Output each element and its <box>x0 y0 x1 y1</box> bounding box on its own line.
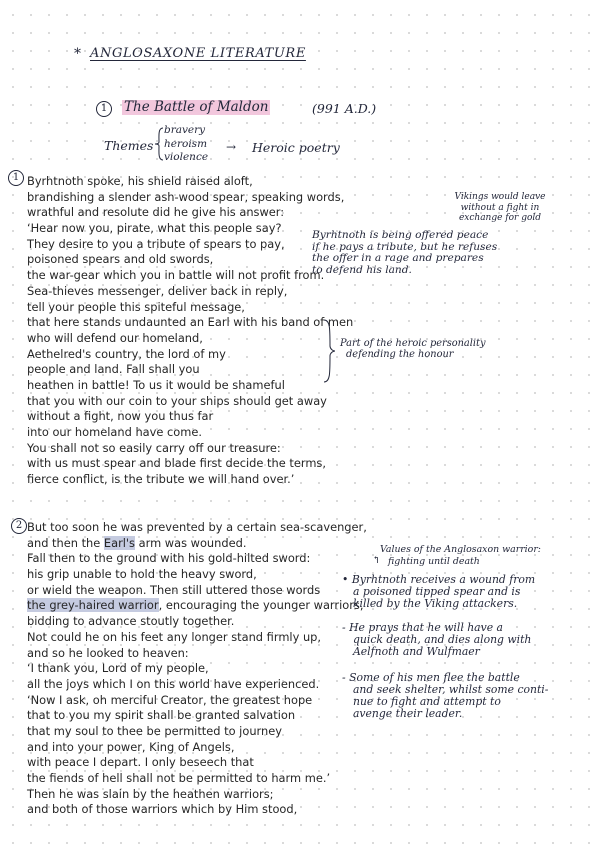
poem-line: who will defend our homeland, <box>27 330 203 345</box>
note-warrior-values: Values of the Anglosaxon warrior: <box>380 544 541 555</box>
line-text: and both of those warriors which by Him stood, <box>27 802 298 817</box>
poem-line: Byrhtnoth spoke, his shield raised aloft, <box>27 174 253 188</box>
poem-line: tell your people this spiteful message, <box>27 299 245 314</box>
line-text: Fall then to the ground with his gold-hilted sword: <box>27 551 311 566</box>
section-title: The Battle of Maldon <box>124 99 269 115</box>
note-line: nue to fight and attempt to <box>353 695 501 708</box>
poem-line: Sea-thieves messenger, deliver back in reply, <box>27 283 288 298</box>
note-line: Aelfnoth and Wulfmaer <box>353 645 480 658</box>
poem-line <box>27 520 367 536</box>
note-line: to defend his land. <box>312 263 412 276</box>
poem-line <box>27 787 367 803</box>
note-bullet-3 <box>342 672 548 720</box>
arrow-icon: → <box>226 140 237 154</box>
poem-line: ‘Hear now you, pirate, what this people say? <box>27 221 282 236</box>
line-text: that my soul to thee be permitted to journey <box>27 723 282 738</box>
themes-brace <box>154 126 164 162</box>
poem-line <box>27 536 367 552</box>
line-text: , encouraging the younger warriors, <box>158 598 364 613</box>
note-line: - He prays that he will have a <box>342 621 503 634</box>
themes-label: Themes <box>104 138 154 153</box>
poem-line: the war-gear which you in battle will not profit from. <box>27 268 325 283</box>
note-line: a poisoned tipped spear and is <box>353 585 521 598</box>
poem-line: into our homeland have come. <box>27 425 202 439</box>
note-fighting: fighting until death <box>388 556 480 567</box>
poem-line <box>27 567 367 583</box>
title-star: * <box>74 46 81 62</box>
poem-line <box>27 802 367 818</box>
page-title: ANGLOSAXONE LITERATURE <box>90 46 306 61</box>
line-text: But too soon he was prevented by a certain sea-scavenger, <box>27 520 367 534</box>
poem-line <box>27 740 367 756</box>
note-line: killed by the Viking attackers. <box>353 597 518 610</box>
poem-line: heathen in battle! To us it would be shameful <box>27 377 285 392</box>
poem-line: They desire to you a tribute of spears to pay, <box>27 236 285 251</box>
note-bullet-1 <box>342 574 535 610</box>
poem-line <box>27 677 367 693</box>
line-text: or wield the weapon. Then still uttered those words <box>27 582 321 597</box>
note-line: if he pays a tribute, but he refuses <box>312 240 498 253</box>
section-date: (991 A.D.) <box>312 101 377 116</box>
note-text: He prays that he will have a <box>349 621 503 634</box>
note-vikings: Vikings would leave without a fight in exchange for gold <box>454 192 546 223</box>
line-text: his grip unable to hold the heavy sword, <box>27 567 257 582</box>
line-text: and so he looked to heaven: <box>27 645 189 660</box>
poem-line: Aethelred's country, the lord of my <box>27 346 226 361</box>
line-text: arm was wounded. <box>135 535 247 550</box>
poem-line <box>27 755 367 771</box>
note-line: - Some of his men flee the battle <box>342 671 520 684</box>
theme-violence: violence <box>164 151 209 163</box>
line-text: with peace I depart. I only beseech that <box>27 755 254 770</box>
note-line: defending the honour <box>346 349 454 360</box>
note-fighting-arrow-icon: ↰ <box>372 555 381 566</box>
note-line: and seek shelter, whilst some conti- <box>353 683 549 696</box>
poem-line <box>27 583 367 599</box>
note-line: Byrhtnoth is being offered peace <box>312 229 489 241</box>
poem-line <box>27 708 367 724</box>
stanza-number: 1 <box>8 170 24 186</box>
note-text: Some of his men flee the battle <box>349 671 520 684</box>
poem-stanza-2 <box>27 520 367 818</box>
note-brace <box>322 318 336 384</box>
line-text: and then the <box>27 535 104 550</box>
poem-line <box>27 646 367 662</box>
poem-line <box>27 614 367 630</box>
poem-line: that here stands undaunted an Earl with his band of men <box>27 315 354 330</box>
note-line: avenge their leader. <box>353 707 463 720</box>
note-peace-offer <box>312 230 497 276</box>
theme-bravery: bravery <box>164 124 206 136</box>
line-text: that to you my spirit shall be granted salvation <box>27 708 296 723</box>
poem-line: poisoned spears and old swords, <box>27 252 214 267</box>
line-text: bidding to advance stoutly together. <box>27 614 235 629</box>
line-text: ‘Now I ask, oh merciful Creator, the greatest hope <box>27 692 313 707</box>
note-bullet-2 <box>342 622 531 658</box>
stanza-number: 2 <box>11 518 27 534</box>
section-number: 1 <box>96 101 112 117</box>
poem-line: fierce conflict, is the tribute we will hand over.’ <box>27 472 295 487</box>
poem-line: with us must spear and blade first decide the terms, <box>27 456 326 471</box>
poem-line <box>27 661 367 677</box>
line-text: Not could he on his feet any longer stand firmly up, <box>27 629 322 644</box>
line-text: Then he was slain by the heathen warriors; <box>27 786 274 801</box>
line-text: ‘I thank you, Lord of my people, <box>27 661 209 676</box>
poem-line <box>27 724 367 740</box>
poem-line: people and land. Fall shall you <box>27 362 200 377</box>
poem-line: brandishing a slender ash-wood spear, speaking words, <box>27 189 345 204</box>
poem-line <box>27 771 367 787</box>
themes-result: Heroic poetry <box>252 140 340 155</box>
poem-line: without a fight, now you thus far <box>27 409 214 424</box>
note-text: Byrhtnoth receives a wound from <box>351 573 536 586</box>
note-line: the offer in a rage and prepares <box>312 252 484 264</box>
highlighted-text: the grey-haired warrior <box>27 598 159 613</box>
line-text: the fiends of hell shall not be permitted to harm me.’ <box>27 771 331 785</box>
poem-stanza-1 <box>27 174 353 488</box>
note-line: Part of the heroic personality <box>340 338 486 349</box>
line-text: and into your power, King of Angels, <box>27 739 235 754</box>
line-text: all the joys which I on this world have experienced. <box>27 676 320 691</box>
poem-line: You shall not so easily carry off our treasure: <box>27 440 281 455</box>
note-heroic-personality <box>340 338 486 360</box>
highlighted-text: Earl's <box>103 535 135 550</box>
poem-line <box>27 551 367 567</box>
theme-heroism: heroism <box>164 138 208 150</box>
poem-line <box>27 598 367 614</box>
poem-line <box>27 693 367 709</box>
poem-line <box>27 630 367 646</box>
note-line: • Byrhtnoth receives a wound from <box>342 573 536 586</box>
poem-line: that you with our coin to your ships should get away <box>27 393 327 408</box>
poem-line: wrathful and resolute did he give his answer: <box>27 205 285 220</box>
note-line: quick death, and dies along with <box>353 633 532 646</box>
